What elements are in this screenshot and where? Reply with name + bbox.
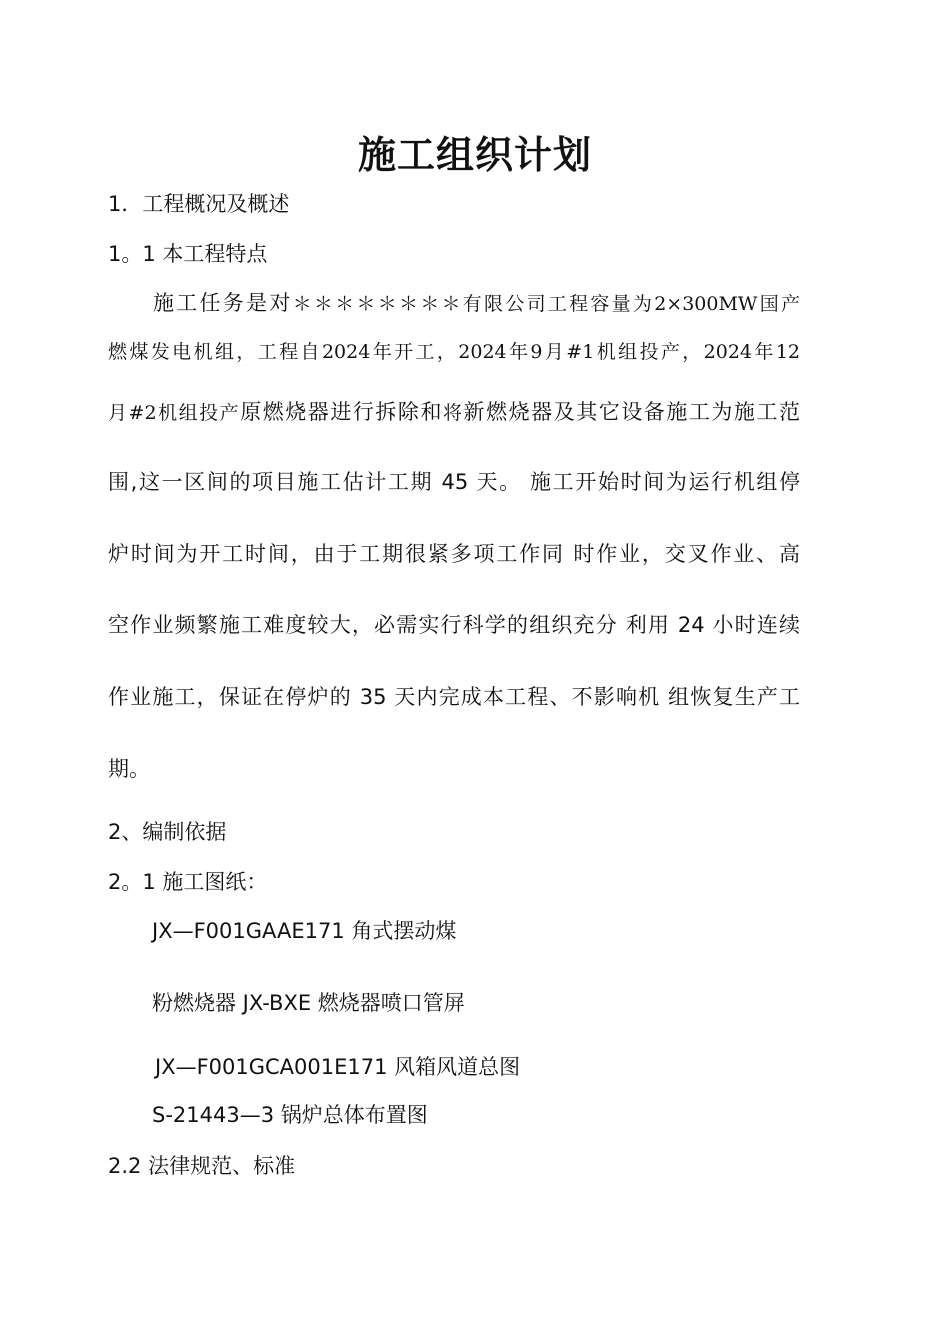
section-1-1-heading: 1。1 本工程特点 (108, 242, 268, 266)
paragraph-line-6-text: 空作业频繁施工难度较大，必需实行科学的组织充分 利用 24 小时连续 (108, 613, 800, 637)
paragraph-line-5 (108, 538, 800, 568)
paragraph-line-8: 期。 (108, 757, 150, 781)
paragraph-line-3-c: 将 (443, 402, 464, 424)
paragraph-line-5-text: 炉时间为开工时间，由于工期很紧多项工作同 时作业，交叉作业、高 (108, 542, 800, 566)
drawing-item: 粉燃烧器 JX-BXE 燃烧器喷口管屏 (152, 991, 465, 1015)
paragraph-line-1-b: ＊＊＊＊＊＊＊＊有限公司工程容量为2×300MW国产 (292, 293, 801, 315)
paragraph-line-7 (108, 681, 800, 711)
document-title: 施工组织计划 (357, 133, 592, 177)
paragraph-line-1 (153, 287, 800, 317)
drawing-item: JX—F001GCA001E171 风箱风道总图 (155, 1055, 521, 1079)
paragraph-line-3-a: 月#2机组投产 (108, 402, 241, 424)
section-2-heading: 2、编制依据 (108, 820, 227, 844)
paragraph-line-3-b: 原燃烧器进行拆除和 (240, 400, 443, 424)
paragraph-line-6 (108, 609, 800, 639)
drawing-item: S-21443—3 锅炉总体布置图 (152, 1103, 428, 1127)
paragraph-line-4-text: 围,这一区间的项目施工估计工期 45 天。 施工开始时间为运行机组停 (108, 470, 800, 494)
section-2-1-heading: 2。1 施工图纸： (108, 870, 268, 894)
paragraph-line-2 (108, 337, 800, 364)
paragraph-line-4 (108, 466, 800, 496)
paragraph-line-7-text: 作业施工，保证在停炉的 35 天内完成本工程、不影响机 组恢复生产工 (108, 685, 800, 709)
paragraph-line-2-text: 燃煤发电机组，工程自2024年开工，2024年9月#1机组投产，2024年12 (108, 341, 800, 363)
section-1-heading: 1．工程概况及概述 (108, 192, 290, 216)
paragraph-line-1-a: 施工任务是对 (153, 291, 293, 315)
drawing-item: JX—F001GAAE171 角式摆动煤 (152, 919, 457, 943)
paragraph-line-3 (108, 396, 800, 426)
section-2-2-heading: 2.2 法律规范、标准 (108, 1154, 296, 1178)
paragraph-line-3-d: 新燃烧器及其它设备施工为施工范 (463, 400, 800, 424)
